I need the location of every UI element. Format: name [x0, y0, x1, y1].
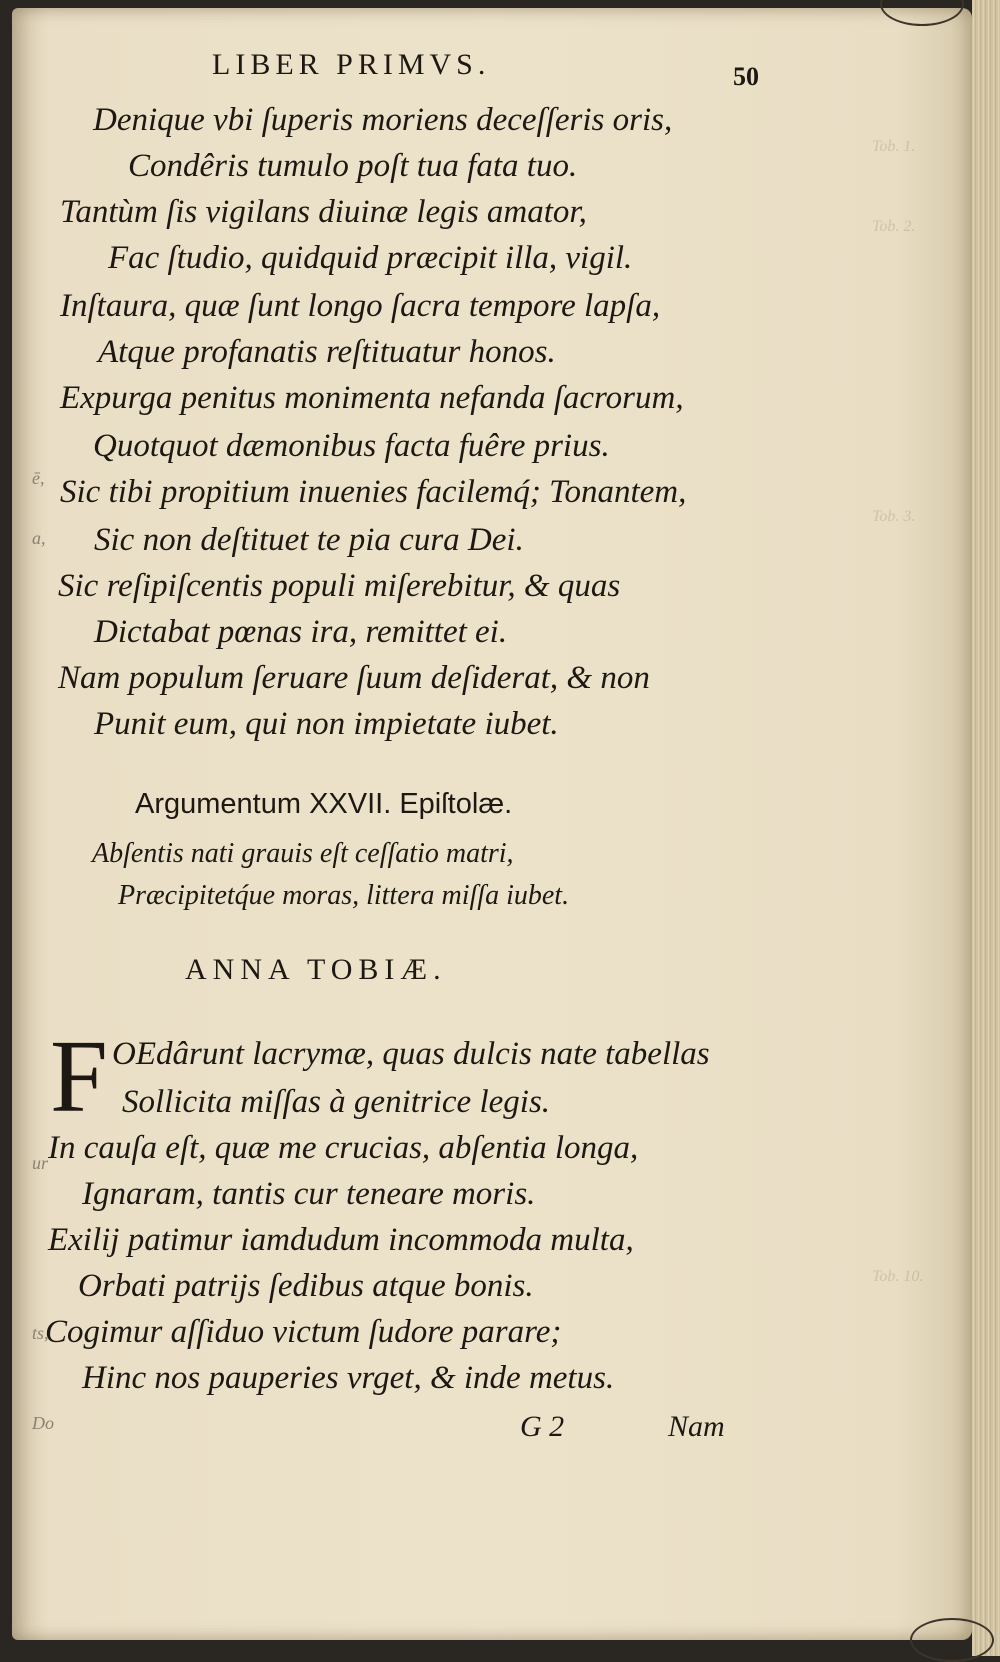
bleed-fragment: ts, [32, 1323, 49, 1343]
verse-line: Sic tibi propitium inuenies facilemq́; Tonantem, [60, 474, 687, 510]
verse-line: Denique vbi ſuperis moriens deceſſeris oris, [93, 102, 673, 138]
verse-line: Quotquot dæmonibus facta fuêre prius. [93, 428, 610, 464]
drop-capital: F [50, 1019, 108, 1134]
page-number: 50 [733, 62, 759, 91]
verse-line: Inſtaura, quæ ſunt longo ſacra tempore lapſa, [60, 288, 661, 324]
running-header: LIBER PRIMVS. [212, 48, 491, 81]
ghost-note: Tob. 10. [872, 1268, 924, 1285]
ghost-note: Tob. 2. [872, 218, 916, 235]
verse-line: Nam populum ſeruare ſuum deſiderat, & non [58, 660, 650, 696]
signature-mark: G 2 [520, 1410, 565, 1443]
verse-line: Exilij patimur iamdudum incommoda multa, [48, 1222, 634, 1258]
verse-line: Punit eum, qui non impietate iubet. [94, 706, 559, 742]
verse-line: Ignaram, tantis cur teneare moris. [82, 1176, 536, 1212]
bleed-fragment: ur [32, 1153, 49, 1173]
bleed-fragment: a, [32, 528, 46, 548]
ghost-note: Tob. 1. [872, 138, 916, 155]
verse-line: Orbati patrijs ſedibus atque bonis. [78, 1268, 534, 1304]
argument-heading: Argumentum XXVII. Epiſtolæ. [135, 788, 513, 820]
verse-line: Fac ſtudio, quidquid præcipit illa, vigil. [108, 240, 633, 276]
verse-line: Condêris tumulo poſt tua fata tuo. [128, 148, 578, 184]
bleed-fragment: ē, [32, 468, 45, 488]
argument-line: Præcipitetq́ue moras, littera miſſa iubet. [118, 880, 570, 911]
bleed-fragment: Do [32, 1413, 54, 1433]
verse-line: Atque profanatis reſtituatur honos. [98, 334, 556, 370]
verse-line: Dictabat pœnas ira, remittet ei. [94, 614, 508, 650]
verse-line: Tantùm ſis vigilans diuinæ legis amator, [60, 194, 587, 230]
epistle-title: ANNA TOBIÆ. [185, 953, 447, 986]
verse-line: Sic reſipiſcentis populi miſerebitur, & quas [58, 568, 621, 604]
verse-line: In cauſa eſt, quæ me crucias, abſentia longa, [48, 1130, 639, 1166]
verse-line: Cogimur aſſiduo victum ſudore parare; [45, 1314, 562, 1350]
verse-line: Hinc nos pauperies vrget, & inde metus. [82, 1360, 615, 1396]
catchword: Nam [668, 1410, 725, 1443]
verse-line: OEdârunt lacrymæ, quas dulcis nate tabellas [112, 1036, 710, 1072]
verse-line: Sollicita miſſas à genitrice legis. [122, 1084, 551, 1120]
argument-line: Abſentis nati grauis eſt ceſſatio matri, [92, 838, 514, 869]
verse-line: Expurga penitus monimenta nefanda ſacrorum, [60, 380, 684, 416]
verse-line: Sic non deſtituet te pia cura Dei. [94, 522, 524, 558]
ghost-note: Tob. 3. [872, 508, 916, 525]
